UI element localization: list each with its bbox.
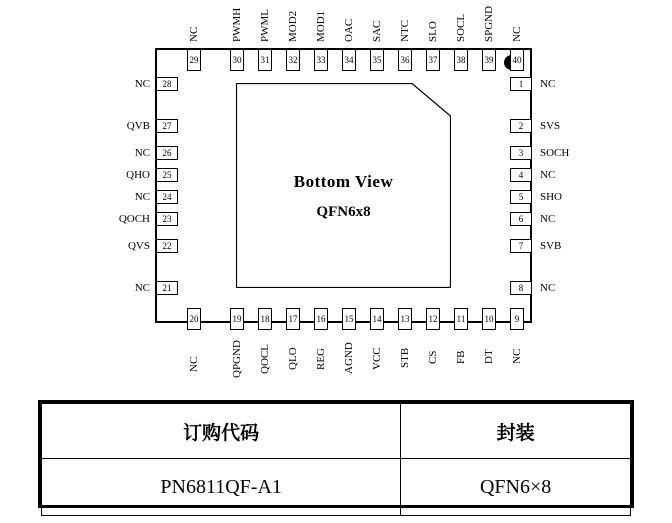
pin-11-label: FB — [455, 350, 467, 364]
pin-20-label: NC — [188, 356, 200, 372]
pin-24-label: NC — [134, 191, 150, 203]
pin-38-label: SOCL — [455, 13, 467, 42]
pin-2-box[interactable]: 2 — [510, 119, 532, 133]
pin-37-label: SLO — [427, 21, 439, 42]
pin-36-label: NTC — [399, 20, 411, 42]
pin-14-label: VCC — [371, 347, 383, 370]
pin-1-box[interactable]: 1 — [510, 77, 532, 91]
pin-30-box[interactable]: 30 — [230, 49, 244, 71]
pin-30-label: PWMH — [231, 7, 243, 42]
pin-17-label: QLO — [287, 347, 299, 370]
pin-25-box[interactable]: 25 — [156, 168, 178, 182]
pin-39-box[interactable]: 39 — [482, 49, 496, 71]
pin-21-box[interactable]: 21 — [156, 281, 178, 295]
pin-12-label: CS — [427, 350, 439, 364]
pin-27-box[interactable]: 27 — [156, 119, 178, 133]
pin-14-box[interactable]: 14 — [370, 308, 384, 330]
pin-6-box[interactable]: 6 — [510, 212, 532, 226]
pin-32-label: MOD2 — [287, 10, 299, 42]
pin-29-label: NC — [188, 26, 200, 42]
pin-34-box[interactable]: 34 — [342, 49, 356, 71]
pin-27-label: QVB — [126, 120, 150, 132]
pin-17-box[interactable]: 17 — [286, 308, 300, 330]
pin-7-label: SVB — [540, 240, 562, 252]
pin-12-box[interactable]: 12 — [426, 308, 440, 330]
pin-32-box[interactable]: 32 — [286, 49, 300, 71]
cell-order-code: PN6811QF-A1 — [42, 459, 401, 516]
pin-37-box[interactable]: 37 — [426, 49, 440, 71]
pin-3-box[interactable]: 3 — [510, 146, 532, 160]
pin-16-label: REG — [315, 348, 327, 370]
pin-15-label: AGND — [343, 342, 355, 374]
pin-34-label: OAC — [343, 18, 355, 42]
pin-1-label: NC — [540, 78, 556, 90]
pin-23-box[interactable]: 23 — [156, 212, 178, 226]
ordering-information-table — [38, 400, 634, 508]
pin-4-label: NC — [540, 169, 556, 181]
pin-19-label: QPGND — [231, 340, 243, 378]
pin-38-box[interactable]: 38 — [454, 49, 468, 71]
pin-9-box[interactable]: 9 — [510, 308, 524, 330]
pin-28-box[interactable]: 28 — [156, 77, 178, 91]
pin-33-label: MOD1 — [315, 10, 327, 42]
pin-11-box[interactable]: 11 — [454, 308, 468, 330]
pin-25-label: QHO — [126, 169, 150, 181]
table-header-row — [42, 404, 631, 459]
pin-2-label: SVS — [540, 120, 561, 132]
pin-18-label: QOCL — [259, 344, 271, 374]
pin-10-box[interactable]: 10 — [482, 308, 496, 330]
pin-23-label: QOCH — [118, 213, 150, 225]
pin-3-label: SOCH — [540, 147, 570, 159]
pin-31-box[interactable]: 31 — [258, 49, 272, 71]
pin-4-box[interactable]: 4 — [510, 168, 532, 182]
pin-35-box[interactable]: 35 — [370, 49, 384, 71]
pin-35-label: SAC — [371, 20, 383, 42]
header-package: 封装 — [401, 404, 631, 459]
table-row — [42, 459, 631, 516]
pin-22-box[interactable]: 22 — [156, 239, 178, 253]
pin-19-box[interactable]: 19 — [230, 308, 244, 330]
pin-5-label: SHO — [540, 191, 563, 203]
pin-24-box[interactable]: 24 — [156, 190, 178, 204]
pin-10-label: DT — [483, 349, 495, 364]
pin-29-box[interactable]: 29 — [187, 49, 201, 71]
pin-13-box[interactable]: 13 — [398, 308, 412, 330]
package-size-label: QFN6x8 — [316, 204, 371, 220]
pin-31-label: PWML — [259, 9, 271, 42]
pin-39-label: SPGND — [483, 5, 495, 42]
pin-26-box[interactable]: 26 — [156, 146, 178, 160]
pin-36-box[interactable]: 36 — [398, 49, 412, 71]
pin-21-label: NC — [134, 282, 150, 294]
pin-5-box[interactable]: 5 — [510, 190, 532, 204]
header-order-code: 订购代码 — [42, 404, 401, 459]
pin-33-box[interactable]: 33 — [314, 49, 328, 71]
pin-15-box[interactable]: 15 — [342, 308, 356, 330]
pin-26-label: NC — [134, 147, 150, 159]
cell-package: QFN6×8 — [401, 459, 631, 516]
pin-28-label: NC — [134, 78, 150, 90]
pin-13-label: STB — [399, 347, 411, 368]
pin-9-label: NC — [511, 348, 523, 364]
pin-6-label: NC — [540, 213, 556, 225]
pin-16-box[interactable]: 16 — [314, 308, 328, 330]
pin-40-label: NC — [511, 26, 523, 42]
pin-18-box[interactable]: 18 — [258, 308, 272, 330]
pin-22-label: QVS — [127, 240, 150, 252]
pin-8-label: NC — [540, 282, 556, 294]
bottom-view-label: Bottom View — [293, 172, 394, 191]
pin-7-box[interactable]: 7 — [510, 239, 532, 253]
pin-40-box[interactable]: 40 — [510, 49, 524, 71]
pin-20-box[interactable]: 20 — [187, 308, 201, 330]
pin-8-box[interactable]: 8 — [510, 281, 532, 295]
